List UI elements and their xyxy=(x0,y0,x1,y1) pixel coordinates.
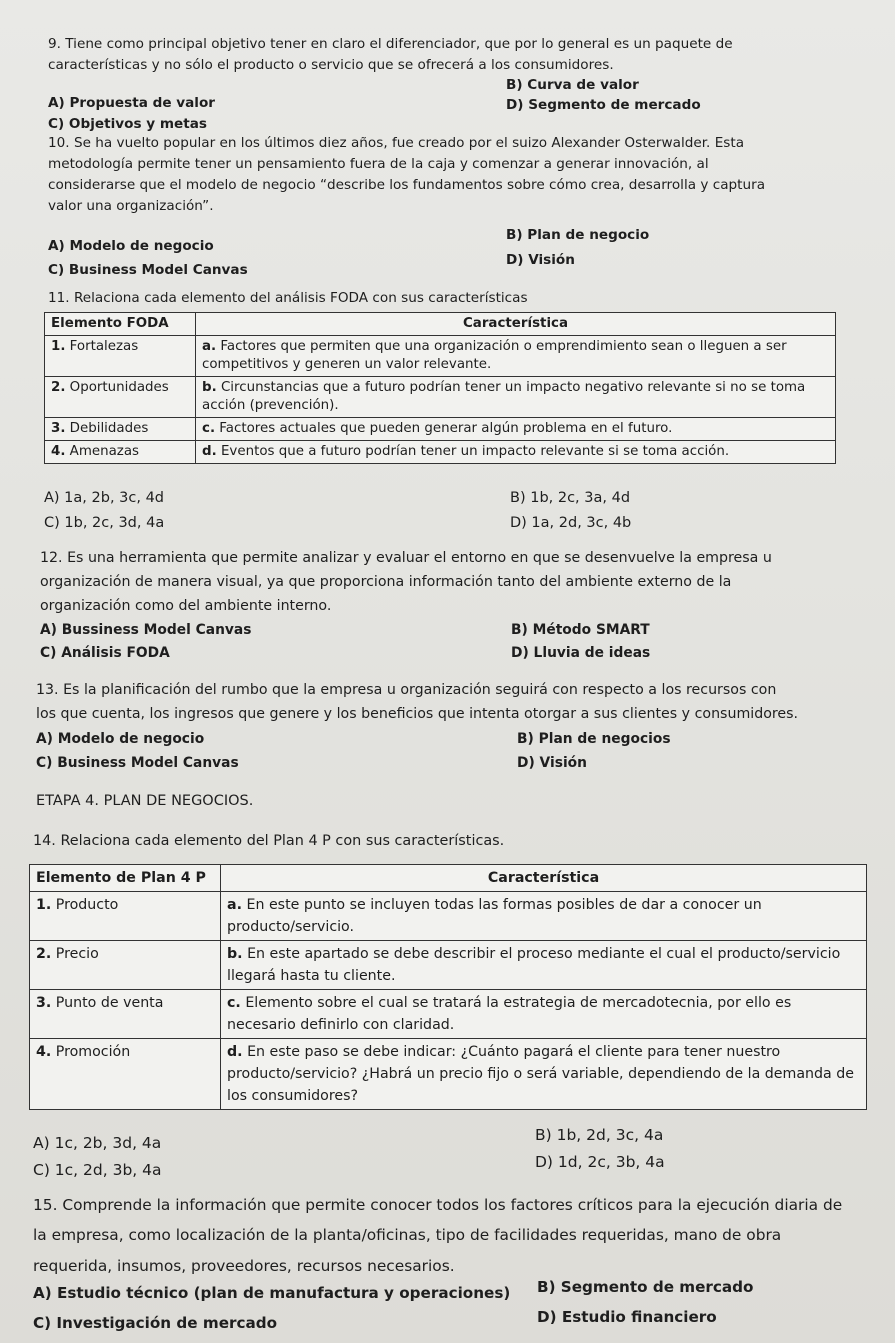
element-label: Promoción xyxy=(55,1044,131,1060)
characteristic-text: Factores actuales que pueden generar algún problema en el futuro. xyxy=(219,421,673,436)
table-cell-element xyxy=(30,1039,221,1110)
q10-option-d[interactable]: D) Visión xyxy=(506,252,575,268)
q15-option-d[interactable]: D) Estudio financiero xyxy=(537,1308,717,1326)
q13-text-line1: 13. Es la planificación del rumbo que la empresa u organización seguirá con respecto a los recursos con xyxy=(36,682,777,698)
row-letter: d. xyxy=(202,444,217,459)
element-label: Precio xyxy=(55,946,99,962)
q12-option-c[interactable]: C) Análisis FODA xyxy=(40,645,170,661)
q13-option-a[interactable]: A) Modelo de negocio xyxy=(36,731,205,747)
q15-text-line3: requerida, insumos, proveedores, recursos necesarios. xyxy=(33,1257,455,1275)
element-label: Oportunidades xyxy=(69,380,169,395)
q13-option-c[interactable]: C) Business Model Canvas xyxy=(36,755,239,771)
characteristic-text: Elemento sobre el cual se tratará la estrategia de mercadotecnia, por ello es necesario definirlo con claridad. xyxy=(227,995,792,1033)
row-number: 4. xyxy=(36,1044,52,1060)
table-header-row xyxy=(30,865,867,892)
row-letter: a. xyxy=(202,339,217,354)
table-header-characteristic: Característica xyxy=(196,313,836,336)
table-row xyxy=(30,1039,867,1110)
row-letter: b. xyxy=(202,380,217,395)
q15-text-line2: la empresa, como localización de la planta/oficinas, tipo de facilidades requeridas, mano de obra xyxy=(33,1226,782,1244)
foda-table xyxy=(44,312,836,464)
table-cell-characteristic xyxy=(221,1039,867,1110)
row-letter: b. xyxy=(227,946,243,962)
section-title: ETAPA 4. PLAN DE NEGOCIOS. xyxy=(36,793,254,809)
table-cell-characteristic xyxy=(196,441,836,464)
row-number: 3. xyxy=(51,421,66,436)
table-cell-characteristic xyxy=(221,892,867,941)
table-cell-characteristic xyxy=(196,336,836,377)
table-cell-characteristic xyxy=(221,941,867,990)
element-label: Amenazas xyxy=(69,444,140,459)
q15-option-b[interactable]: B) Segmento de mercado xyxy=(537,1278,754,1296)
characteristic-text: Eventos que a futuro podrían tener un impacto relevante si se toma acción. xyxy=(220,444,730,459)
characteristic-text: En este apartado se debe describir el proceso mediante el cual el producto/servicio llegará hasta tu cliente. xyxy=(227,946,841,984)
q10-text-line4: valor una organización”. xyxy=(48,198,214,214)
q12-text-line2: organización de manera visual, ya que proporciona información tanto del ambiente externo de la xyxy=(40,574,732,590)
q10-option-c[interactable]: C) Business Model Canvas xyxy=(48,262,248,278)
q13-option-b[interactable]: B) Plan de negocios xyxy=(517,731,671,747)
plan-4p-table xyxy=(29,864,867,1110)
characteristic-text: En este paso se debe indicar: ¿Cuánto pagará el cliente para tener nuestro producto/servicio? ¿Habrá un precio fijo o será variable, dependiendo de la demanda de los consumidores? xyxy=(227,1044,854,1104)
q9-option-a[interactable]: A) Propuesta de valor xyxy=(48,95,216,111)
table-row xyxy=(45,441,836,464)
q15-option-a[interactable]: A) Estudio técnico (plan de manufactura y operaciones) xyxy=(33,1284,511,1302)
table-cell-element xyxy=(30,990,221,1039)
row-number: 1. xyxy=(36,897,52,913)
table-row xyxy=(45,336,836,377)
q10-text-line2: metodología permite tener un pensamiento fuera de la caja y comenzar a generar innovación, al xyxy=(48,156,709,172)
table-cell-element xyxy=(30,892,221,941)
table-cell-element xyxy=(45,336,196,377)
q9-option-b[interactable]: B) Curva de valor xyxy=(506,77,639,93)
row-number: 2. xyxy=(51,380,66,395)
q13-text-line2: los que cuenta, los ingresos que genere y los beneficios que intenta otorgar a sus clientes y consumidores. xyxy=(36,706,799,722)
q11-text: 11. Relaciona cada elemento del análisis FODA con sus características xyxy=(48,290,528,306)
element-label: Producto xyxy=(55,897,119,913)
row-number: 1. xyxy=(51,339,66,354)
q10-option-b[interactable]: B) Plan de negocio xyxy=(506,227,650,243)
element-label: Debilidades xyxy=(69,421,149,436)
table-cell-characteristic xyxy=(196,418,836,441)
element-label: Fortalezas xyxy=(69,339,139,354)
q12-option-d[interactable]: D) Lluvia de ideas xyxy=(511,645,651,661)
q14-option-d[interactable]: D) 1d, 2c, 3b, 4a xyxy=(535,1153,665,1171)
table-row xyxy=(45,377,836,418)
table-cell-element xyxy=(30,941,221,990)
table-row xyxy=(45,418,836,441)
row-number: 3. xyxy=(36,995,52,1011)
characteristic-text: En este punto se incluyen todas las formas posibles de dar a conocer un producto/servicio. xyxy=(227,897,762,935)
row-number: 2. xyxy=(36,946,52,962)
table-header-characteristic: Característica xyxy=(221,865,867,892)
q14-option-c[interactable]: C) 1c, 2d, 3b, 4a xyxy=(33,1161,162,1179)
table-cell-element xyxy=(45,377,196,418)
row-letter: c. xyxy=(227,995,241,1011)
q15-text-line1: 15. Comprende la información que permite conocer todos los factores críticos para la ejecución diaria de xyxy=(33,1196,843,1214)
table-row xyxy=(30,941,867,990)
table-header-row xyxy=(45,313,836,336)
row-letter: c. xyxy=(202,421,216,436)
q11-option-b[interactable]: B) 1b, 2c, 3a, 4d xyxy=(510,490,631,506)
q13-option-d[interactable]: D) Visión xyxy=(517,755,587,771)
q10-option-a[interactable]: A) Modelo de negocio xyxy=(48,238,214,254)
q11-option-c[interactable]: C) 1b, 2c, 3d, 4a xyxy=(44,515,165,531)
q12-option-b[interactable]: B) Método SMART xyxy=(511,622,650,638)
q9-option-d[interactable]: D) Segmento de mercado xyxy=(506,97,701,113)
q12-text-line1: 12. Es una herramienta que permite analizar y evaluar el entorno en que se desenvuelve la empresa u xyxy=(40,550,772,566)
q9-text-line2: características y no sólo el producto o servicio que se ofrecerá a los consumidores. xyxy=(48,57,614,73)
row-letter: d. xyxy=(227,1044,243,1060)
q14-option-b[interactable]: B) 1b, 2d, 3c, 4a xyxy=(535,1126,664,1144)
q12-option-a[interactable]: A) Bussiness Model Canvas xyxy=(40,622,252,638)
table-row xyxy=(30,892,867,941)
characteristic-text: Factores que permiten que una organización o emprendimiento sean o lleguen a ser competitivos y generen un valor relevante. xyxy=(202,339,787,372)
table-header-element: Elemento de Plan 4 P xyxy=(30,865,221,892)
q11-option-a[interactable]: A) 1a, 2b, 3c, 4d xyxy=(44,490,165,506)
q9-option-c[interactable]: C) Objetivos y metas xyxy=(48,116,208,132)
q12-text-line3: organización como del ambiente interno. xyxy=(40,598,332,614)
q10-text-line3: considerarse que el modelo de negocio “describe los fundamentos sobre cómo crea, desarrolla y captura xyxy=(48,177,766,193)
q15-option-c[interactable]: C) Investigación de mercado xyxy=(33,1314,278,1332)
row-letter: a. xyxy=(227,897,242,913)
q14-option-a[interactable]: A) 1c, 2b, 3d, 4a xyxy=(33,1134,162,1152)
q9-text-line1: 9. Tiene como principal objetivo tener en claro el diferenciador, que por lo general es un paquete de xyxy=(48,36,733,52)
table-cell-element xyxy=(45,441,196,464)
table-cell-characteristic xyxy=(196,377,836,418)
characteristic-text: Circunstancias que a futuro podrían tener un impacto negativo relevante si no se toma acción (prevención). xyxy=(202,380,806,413)
row-number: 4. xyxy=(51,444,66,459)
q14-text: 14. Relaciona cada elemento del Plan 4 P con sus características. xyxy=(33,833,505,849)
q10-text-line1: 10. Se ha vuelto popular en los últimos diez años, fue creado por el suizo Alexander Osterwalder. Esta xyxy=(48,135,745,151)
element-label: Punto de venta xyxy=(55,995,164,1011)
q11-option-d[interactable]: D) 1a, 2d, 3c, 4b xyxy=(510,515,632,531)
table-cell-element xyxy=(45,418,196,441)
table-row xyxy=(30,990,867,1039)
table-header-element: Elemento FODA xyxy=(45,313,196,336)
table-cell-characteristic xyxy=(221,990,867,1039)
